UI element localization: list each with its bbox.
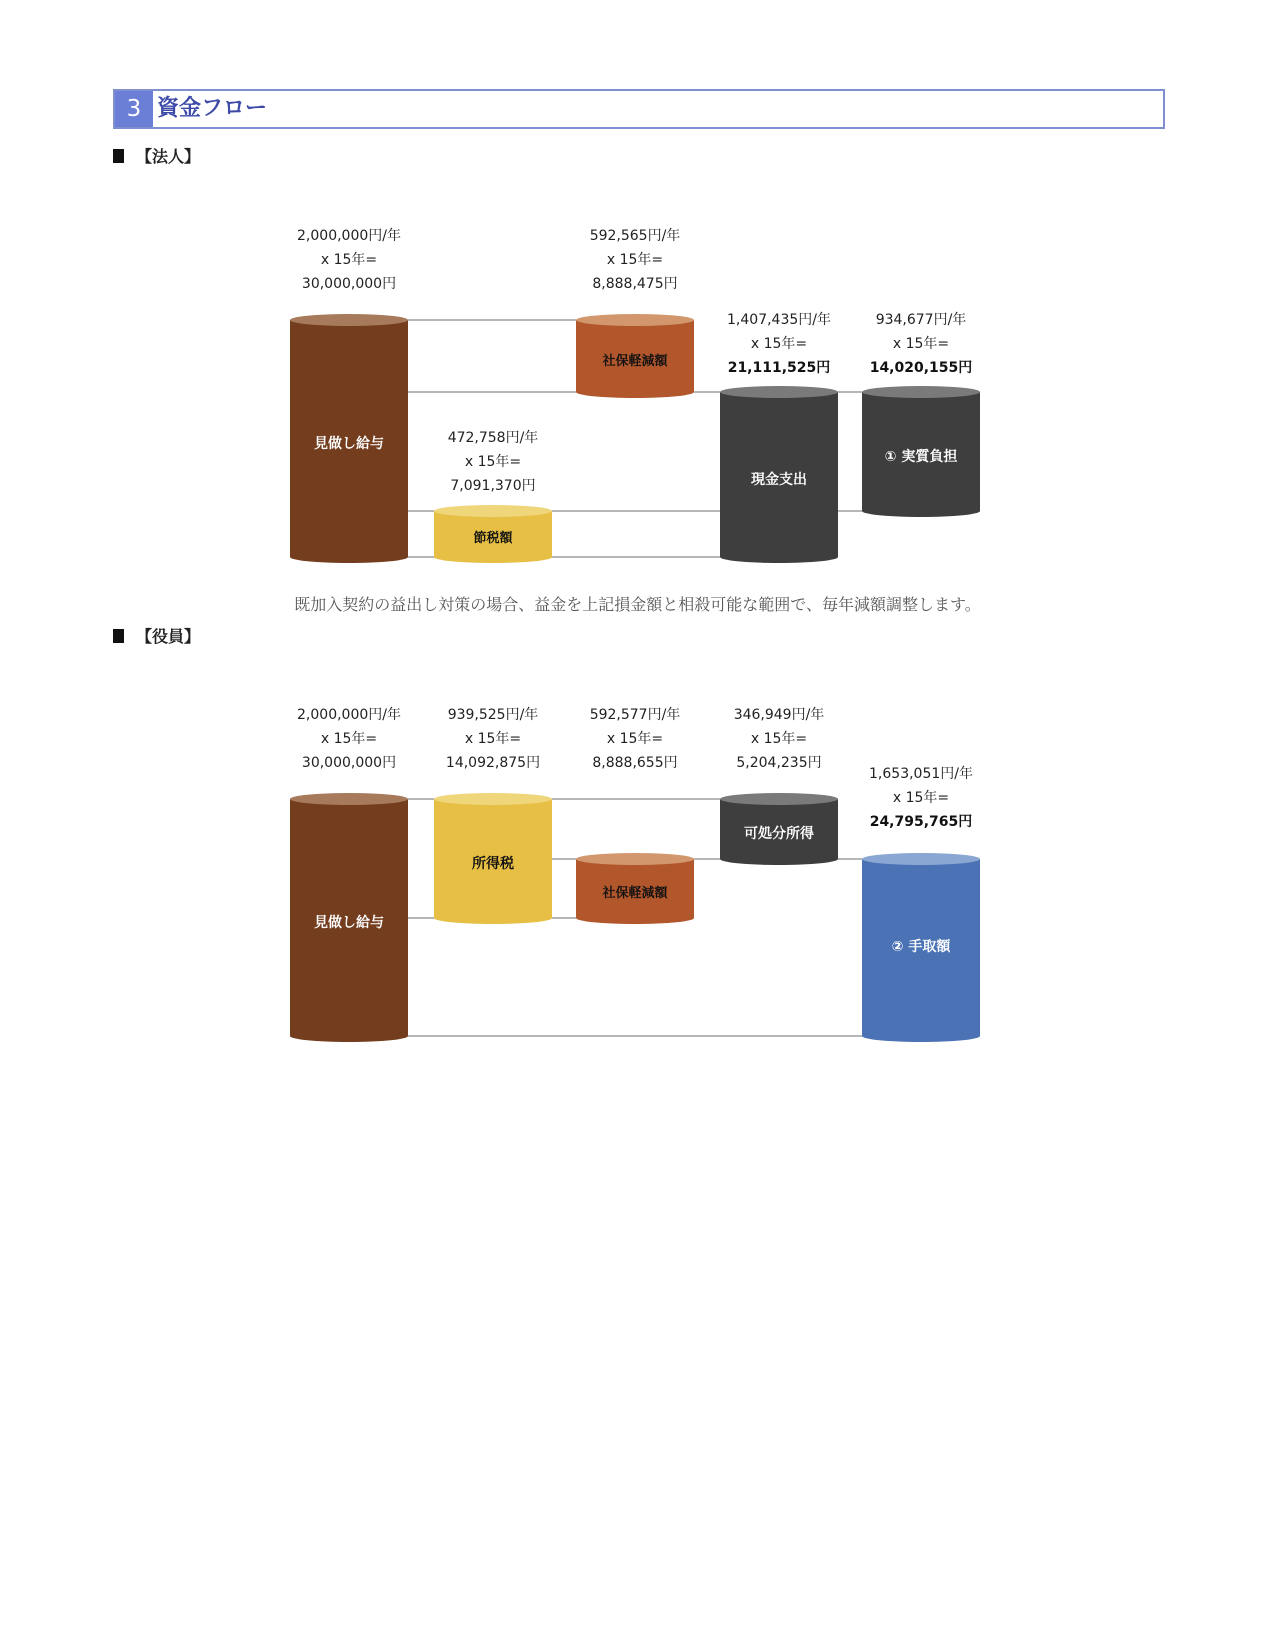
officer-kashobun-annual: 346,949円/年 — [733, 707, 825, 723]
corp-genkin-annual: 1,407,435円/年 — [727, 312, 831, 328]
officer-shaho-label: 社保軽減額 — [602, 886, 668, 901]
corp-genkin-label: 現金支出 — [751, 472, 807, 488]
officer-shotoku-annual: 939,525円/年 — [447, 707, 539, 723]
corp-shaho-annual: 592,565円/年 — [589, 228, 681, 244]
officer-salary-annual: 2,000,000円/年 — [297, 707, 401, 723]
officer-heading-label: 【役員】 — [136, 627, 201, 646]
corp-shaho-cylinder — [576, 314, 694, 398]
corp-genkin-cylinder — [720, 386, 838, 563]
officer-salary-label: 見做し給与 — [314, 915, 384, 931]
corp-setsuzei-total: 7,091,370円 — [450, 478, 536, 494]
officer-shaho-total: 8,888,655円 — [592, 755, 678, 771]
corp-shaho-total: 8,888,475円 — [592, 276, 678, 292]
corp-setsuzei-label: 節税額 — [473, 531, 513, 546]
section-number: 3 — [115, 91, 153, 127]
corp-note: 既加入契約の益出し対策の場合、益金を上記損金額と相殺可能な範囲で、毎年減額調整します。 — [294, 595, 981, 614]
officer-kashobun-total: 5,204,235円 — [736, 755, 822, 771]
corp-jisshitsu-label: ① 実質負担 — [884, 449, 958, 465]
officer-tedori-cylinder — [862, 853, 980, 1042]
corp-salary-cylinder — [290, 314, 408, 563]
corp-shaho-multiplier: x 15年= — [606, 252, 664, 268]
officer-shotoku-cylinder — [434, 793, 552, 924]
corp-setsuzei-multiplier: x 15年= — [464, 454, 522, 470]
officer-kashobun-cylinder — [720, 793, 838, 865]
corp-genkin-total: 21,111,525円 — [727, 360, 831, 376]
corp-heading-label: 【法人】 — [136, 147, 201, 166]
officer-tedori-label: ② 手取額 — [891, 939, 951, 955]
corp-salary-annual: 2,000,000円/年 — [297, 228, 401, 244]
corp-jisshitsu-total: 14,020,155円 — [869, 360, 973, 376]
officer-tedori-annual: 1,653,051円/年 — [869, 766, 973, 782]
officer-shaho-annual: 592,577円/年 — [589, 707, 681, 723]
corp-jisshitsu-annual: 934,677円/年 — [875, 312, 967, 328]
corp-setsuzei-cylinder — [434, 505, 552, 563]
corp-jisshitsu-multiplier: x 15年= — [892, 336, 950, 352]
officer-shotoku-label: 所得税 — [472, 856, 514, 872]
officer-shaho-multiplier: x 15年= — [606, 731, 664, 747]
officer-shotoku-total: 14,092,875円 — [445, 755, 541, 771]
officer-salary-total: 30,000,000円 — [301, 755, 397, 771]
officer-kashobun-multiplier: x 15年= — [750, 731, 808, 747]
corp-genkin-multiplier: x 15年= — [750, 336, 808, 352]
corp-setsuzei-annual: 472,758円/年 — [447, 430, 539, 446]
corp-jisshitsu-cylinder — [862, 386, 980, 517]
officer-shotoku-multiplier: x 15年= — [464, 731, 522, 747]
corp-salary-total: 30,000,000円 — [301, 276, 397, 292]
officer-kashobun-label: 可処分所得 — [744, 826, 814, 842]
section-title: 資金フロー — [157, 96, 268, 121]
officer-tedori-multiplier: x 15年= — [892, 790, 950, 806]
corp-shaho-label: 社保軽減額 — [602, 354, 668, 369]
corp-salary-label: 見做し給与 — [314, 436, 384, 452]
officer-tedori-total: 24,795,765円 — [869, 814, 973, 830]
officer-salary-multiplier: x 15年= — [320, 731, 378, 747]
corp-salary-multiplier: x 15年= — [320, 252, 378, 268]
officer-shaho-cylinder — [576, 853, 694, 924]
officer-salary-cylinder — [290, 793, 408, 1042]
